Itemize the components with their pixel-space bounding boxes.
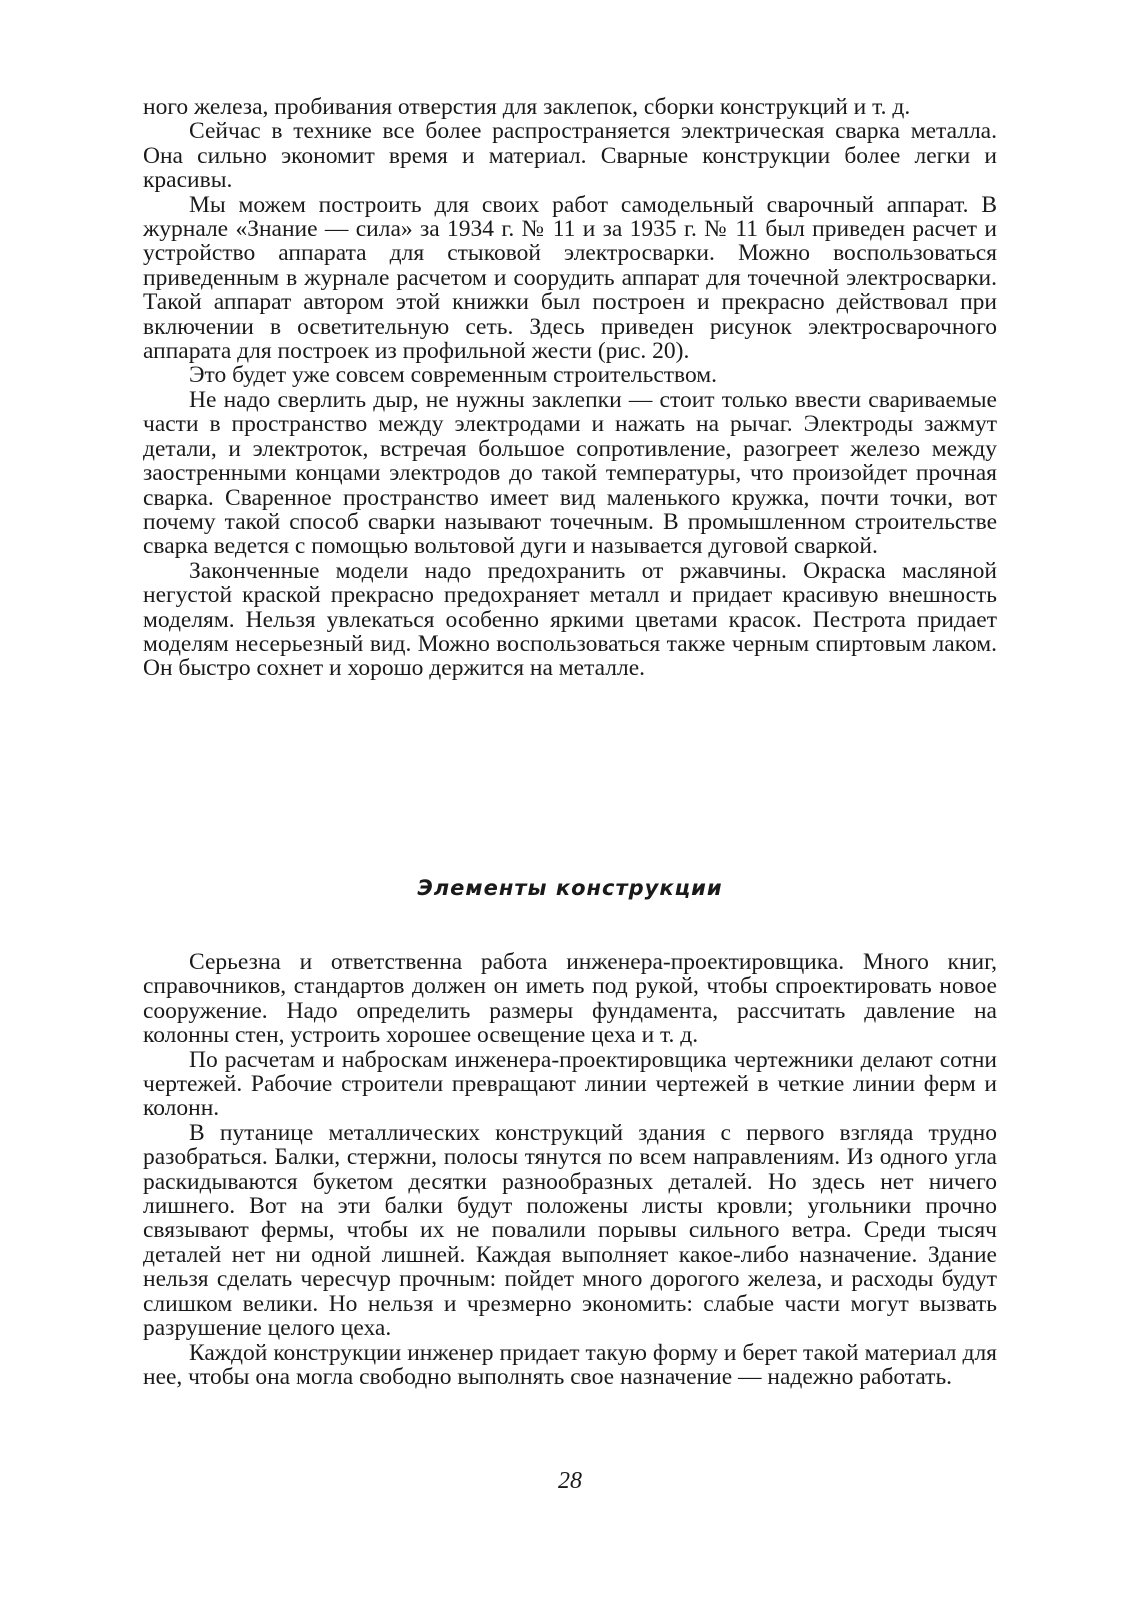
paragraph: Серьезна и ответственна работа инженера-проектировщика. Много книг, справочников, стандартов должен он иметь под рукой, чтобы спроектировать новое сооружение. Надо определить размеры фундамента, рассчитать давление на колонны стен, устроить хорошее освещение цеха и т. д. — [143, 949, 997, 1049]
paragraph: Это будет уже совсем современным строительством. — [189, 362, 718, 389]
paragraph: Не надо сверлить дыр, не нужны заклепки — стоит только ввести свариваемые части в пространство между электродами и нажать на рычаг. Электроды зажмут детали, и электроток, встречая большое сопротивление, разогреет железо между заостренными концами электродов до такой температуры, что произойдет прочная сварка. Сваренное пространство имеет вид маленького кружка, почти точки, вот почему такой способ сварки называют точечным. В промышленном строительстве сварка ведется с помощью вольтовой дуги и называется дуговой сваркой. — [143, 386, 997, 560]
bottom-text-block — [143, 950, 997, 1389]
section-heading: Элементы конструкции — [417, 876, 723, 900]
paragraph: Мы можем построить для своих работ самодельный сварочный аппарат. В журнале «Знание — сила» за 1934 г. № 11 и за 1935 г. № 11 был приведен расчет и устройство аппарата для стыковой электросварки. Можно воспользоваться приведенным в журнале расчетом и соорудить аппарат для точечной электросварки. Такой аппарат автором этой книжки был построен и прекрасно действовал при включении в осветительную сеть. Здесь приведен рисунок электросварочного аппарата для построек из профильной жести (рис. 20). — [143, 191, 997, 365]
paragraph: Законченные модели надо предохранить от ржавчины. Окраска масляной негустой краской прекрасно предохраняет металл и придает красивую внешность моделям. Нельзя увлекаться особенно яркими цветами красок. Пестрота придает моделям несерьезный вид. Можно воспользоваться также черным спиртовым лаком. Он быстро сохнет и хорошо держится на металле. — [143, 557, 997, 682]
paragraph: Сейчас в технике все более распространяется электрическая сварка металла. Она сильно экономит время и материал. Сварные конструкции более легки и красивы. — [143, 118, 997, 194]
top-text-block — [143, 95, 997, 681]
paragraph: Каждой конструкции инженер придает такую форму и берет такой материал для нее, чтобы она могла свободно выполнять свое назначение — надежно работать. — [143, 1339, 997, 1390]
page-number: 28 — [558, 1468, 582, 1494]
paragraph: В путанице металлических конструкций здания с первого взгляда трудно разобраться. Балки, стержни, полосы тянутся по всем направлениям. Из одного угла раскидываются букетом десятки разнообразных деталей. Но здесь нет ничего лишнего. Вот на эти балки будут положены листы кровли; угольники прочно связывают фермы, чтобы их не повалили порывы сильного ветра. Среди тысяч деталей нет ни одной лишней. Каждая выполняет какое-либо назначение. Здание нельзя сделать чересчур прочным: пойдет много дорогого железа, и расходы будут слишком велики. Но нельзя и чрезмерно экономить: слабые части могут вызвать разрушение целого цеха. — [143, 1119, 997, 1342]
paragraph: По расчетам и наброскам инженера-проектировщика чертежники делают сотни чертежей. Рабочие строители превращают линии чертежей в четкие линии ферм и колонн. — [143, 1046, 997, 1122]
paragraph-continuation: ного железа, пробивания отверстия для заклепок, сборки конструкций и т. д. — [143, 94, 911, 120]
